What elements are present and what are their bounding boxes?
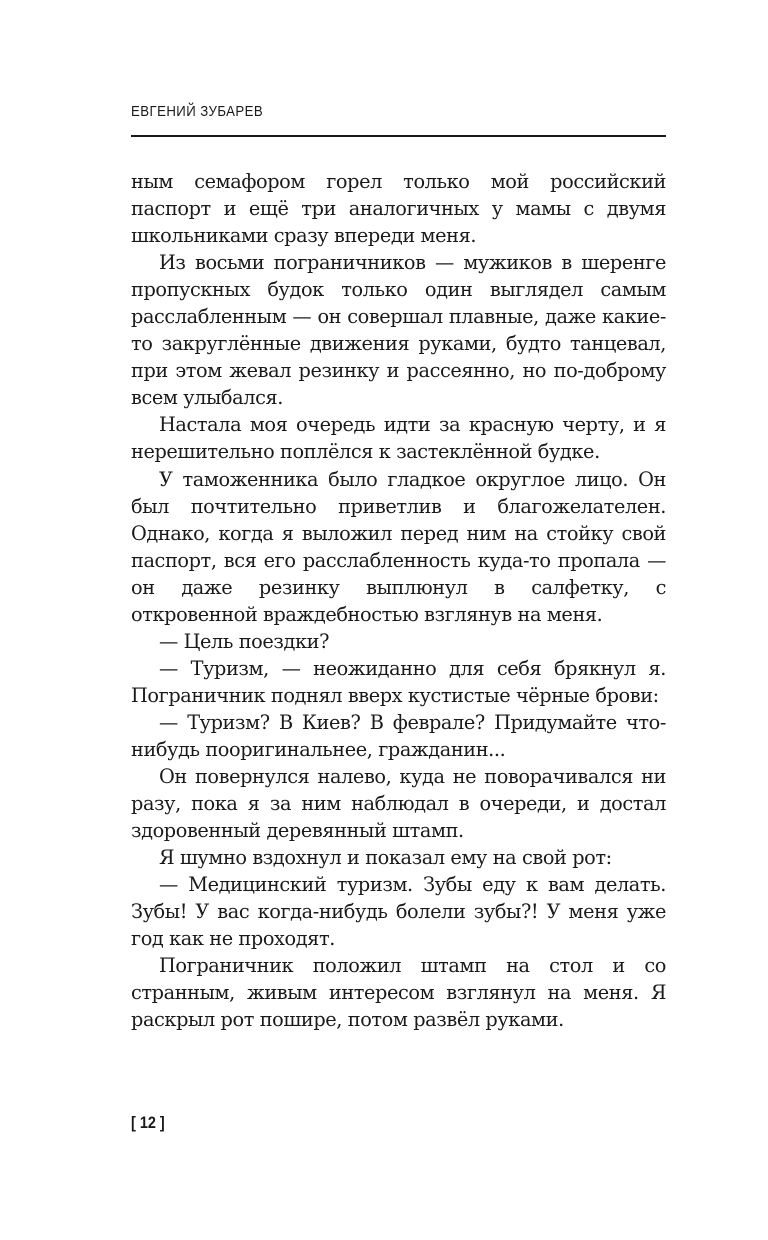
paragraph: — Туризм, — неожиданно для себя брякнул я. Пограничник поднял вверх кустистые чёрные брови:	[131, 656, 666, 707]
paragraph: Пограничник положил штамп на стол и со странным, живым интересом взглянул на меня. Я раскрыл рот пошире, потом развёл руками.	[131, 954, 666, 1032]
paragraph: Он повернулся налево, куда не поворачивался ни разу, пока я за ним наблюдал в очереди, и достал здоровенный деревянный штамп.	[131, 765, 666, 843]
paragraph: У таможенника было гладкое округлое лицо. Он был почтительно приветлив и благожелателен. Однако, когда я выложил перед ним на стойку свой паспорт, вся его расслабленность куда-то пропала — он даже резинку выплюнул в салфетку, с откровенной враждебностью взглянув на меня.	[131, 467, 666, 626]
paragraph: Настала моя очередь идти за красную черту, и я нерешительно поплёлся к застеклённой будке.	[131, 413, 666, 464]
body-text	[131, 168, 666, 1034]
page-number: [ 12 ]	[131, 1113, 165, 1132]
header-rule	[131, 135, 666, 137]
paragraph: — Цель поездки?	[159, 629, 330, 653]
paragraph: Из восьми пограничников — мужиков в шеренге пропускных будок только один выглядел самым расслабленным — он совершал плавные, даже какие-то закруглённые движения руками, будто танцевал, при этом жевал резинку и рассеянно, но по-доброму всем улыбался.	[131, 251, 666, 410]
running-head-author: ЕВГЕНИЙ ЗУБАРЕВ	[131, 103, 264, 120]
paragraph: — Туризм? В Киев? В феврале? Придумайте что-нибудь пооригинальнее, гражданин...	[131, 710, 666, 761]
paragraph: Я шумно вздохнул и показал ему на свой рот:	[159, 846, 612, 870]
paragraph: — Медицинский туризм. Зубы еду к вам делать. Зубы! У вас когда-нибудь болели зубы?! У меня уже год как не проходят.	[131, 873, 666, 951]
paragraph: ным семафором горел только мой российский паспорт и ещё три аналогичных у мамы с двумя школьниками сразу впереди меня.	[131, 170, 666, 248]
